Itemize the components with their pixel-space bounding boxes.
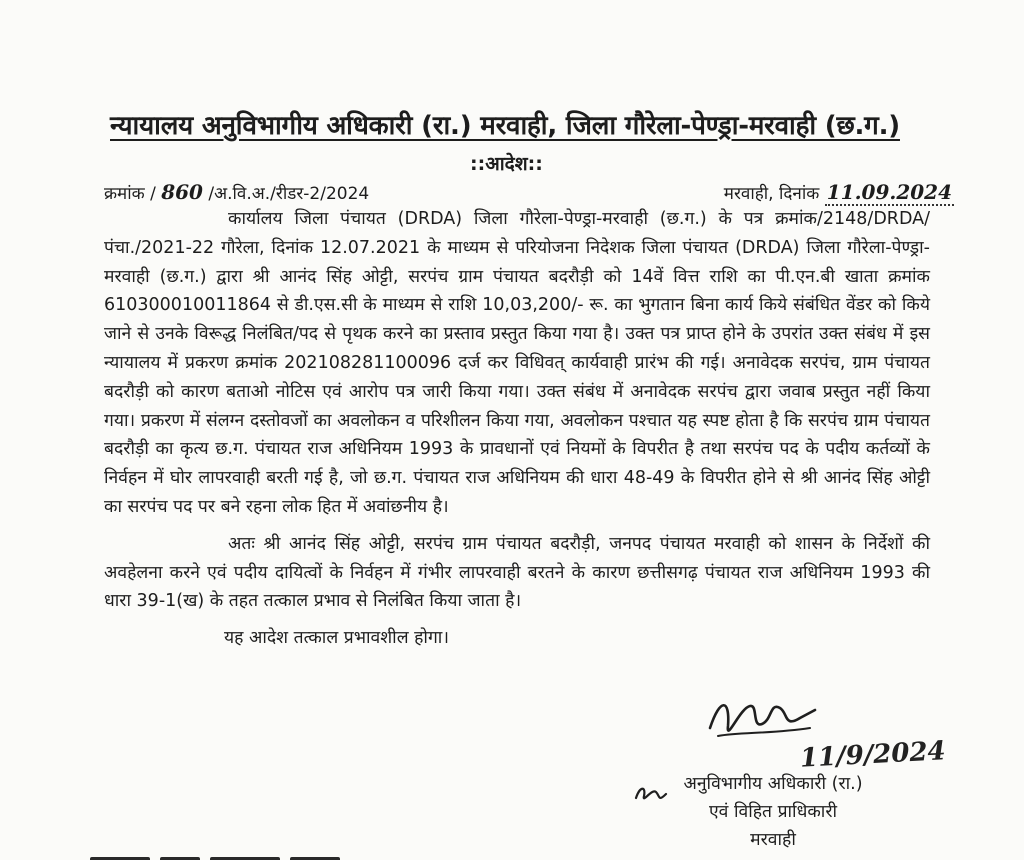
handwritten-signature bbox=[700, 688, 820, 748]
officer-place: मरवाही bbox=[750, 830, 796, 850]
paragraph-facts: कार्यालय जिला पंचायत (DRDA) जिला गौरेला-पेण्ड्रा-मरवाही (छ.ग.) के पत्र क्रमांक/2148/DRDA/पंचा./2021-22 गौरेला, दिनांक 12.07.2021 के माध्यम से परियोजना निदेशक जिला पंचायत (DRDA) जिला गौरेला-पेण्ड्रा-मरवाही (छ.ग.) द्वारा श्री आनंद सिंह ओट्टी, सरपंच ग्राम पंचायत बदरौड़ी को 14वें वित्त राशि का पी.एन.बी खाता क्रमांक 610300010011864 से डी.एस.सी के माध्यम से राशि 10,03,200/- रू. का भुगतान बिना कार्य किये संबंधित वेंडर को किये जाने से उनके विरूद्ध निलंबित/पद से पृथक करने का प्रस्ताव प्रस्तुत किया गया है। उक्त पत्र प्राप्त होने के उपरांत उक्त संबंध में इस न्यायालय में प्रकरण क्रमांक 202108281100096 दर्ज कर विधिवत् कार्यवाही प्रारंभ की गई। अनावेदक सरपंच, ग्राम पंचायत बदरौड़ी को कारण बताओ नोटिस एवं आरोप पत्र जारी किया गया। उक्त संबंध में अनावेदक सरपंच द्वारा जवाब प्रस्तुत नहीं किया गया। प्रकरण में संलग्न दस्तोवजों का अवलोकन व परिशीलन किया गया, अवलोकन पश्चात यह स्पष्ट होता है कि सरपंच ग्राम पंचायत बदरौड़ी का कृत्य छ.ग. पंचायत राज अधिनियम 1993 के प्रावधानों एवं नियमों के विपरीत है तथा सरपंच पद के पदीय कर्तव्यों के निर्वहन में घोर लापरवाही बरती गई है, जो छ.ग. पंचायत राज अधिनियम की धारा 48-49 के विपरीत होने से श्री आनंद सिंह ओट्टी का सरपंच पद पर बने रहना लोक हित में अवांछनीय है। bbox=[104, 209, 930, 517]
paragraph-order: अतः श्री आनंद सिंह ओट्टी, सरपंच ग्राम पंचायत बदरौड़ी, जनपद पंचायत मरवाही को शासन के निर्देशों की अवहेलना करने एवं पदीय दायित्वों के निर्वहन में गंभीर लापरवाही बरतने के कारण छत्तीसगढ़ पंचायत राज अधिनियम 1993 की धारा 39-1(ख) के तहत तत्काल प्रभाव से निलंबित किया जाता है। bbox=[104, 533, 930, 612]
order-body bbox=[104, 205, 930, 653]
order-title: ::आदेश:: bbox=[470, 153, 543, 175]
place-date-label: मरवाही, दिनांक bbox=[723, 184, 820, 204]
cropped-next-line bbox=[90, 848, 360, 860]
reference-suffix: /अ.वि.अ./रीडर-2/2024 bbox=[208, 184, 370, 204]
handwritten-initials bbox=[632, 778, 672, 808]
place-date bbox=[724, 180, 954, 204]
signature-date: 11/9/2024 bbox=[799, 736, 947, 774]
reference-prefix: क्रमांक / bbox=[104, 184, 156, 204]
handwritten-order-date: 11.09.2024 bbox=[826, 180, 952, 204]
handwritten-reference-number: 860 bbox=[161, 180, 203, 204]
officer-authority: एवं विहित प्राधिकारी bbox=[708, 802, 838, 822]
court-heading: न्यायालय अनुविभागीय अधिकारी (रा.) मरवाही, जिला गौरेला-पेण्ड्रा-मरवाही (छ.ग.) bbox=[110, 111, 900, 141]
reference-number bbox=[104, 180, 369, 204]
officer-title: अनुविभागीय अधिकारी (रा.) bbox=[683, 774, 863, 794]
paragraph-effect: यह आदेश तत्काल प्रभावशील होगा। bbox=[224, 628, 449, 649]
officer-designation bbox=[668, 770, 878, 854]
